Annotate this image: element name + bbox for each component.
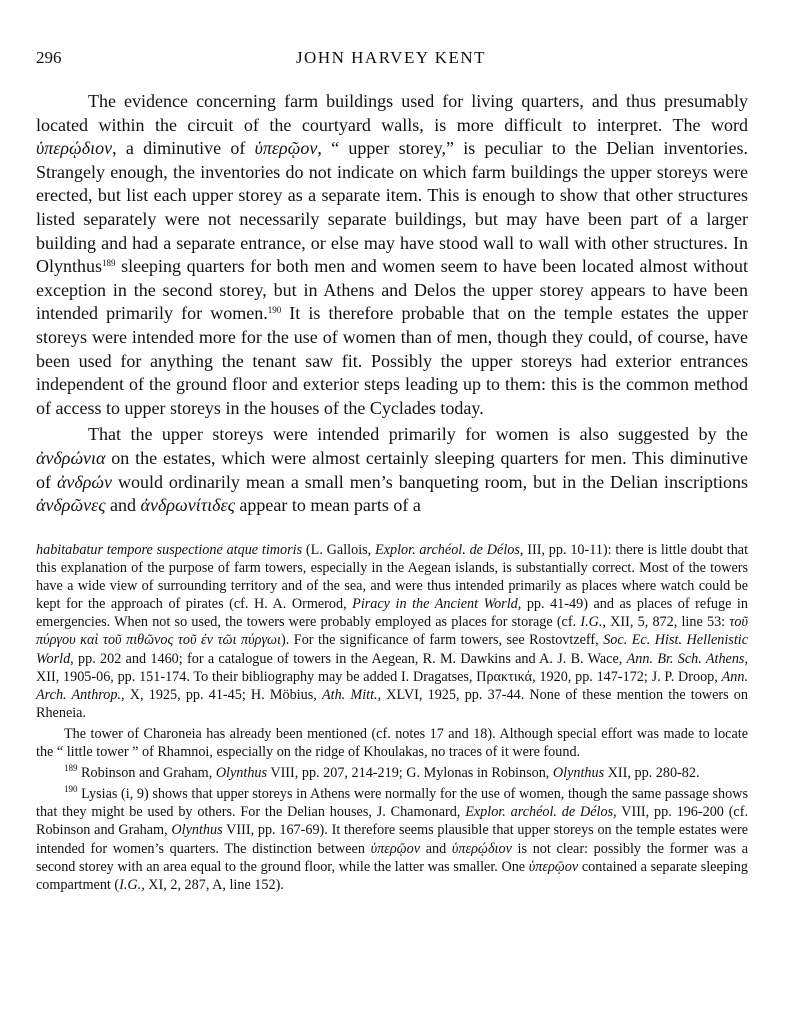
- italic-text: Explor. archéol. de Délos: [375, 542, 520, 558]
- text-run: and: [420, 840, 452, 857]
- text-run: , 1920, pp. 147-172; J. P. Droop,: [532, 668, 722, 685]
- footnote-ref-190[interactable]: 190: [267, 305, 282, 316]
- footnotes: [36, 541, 748, 894]
- italic-text: Piracy in the Ancient World: [352, 596, 518, 613]
- greek-word: ἀνδρωνίτιδες: [140, 495, 235, 516]
- text-run: , XII, 5, 872, line 53:: [602, 614, 730, 631]
- italic-text: Ann. Br. Sch. Athens: [626, 650, 745, 667]
- footnote-189: [36, 764, 748, 782]
- footnote-number: 189: [64, 763, 78, 774]
- italic-text: Ath. Mitt.: [321, 686, 378, 703]
- footnote-number: 190: [64, 784, 78, 795]
- running-title: JOHN HARVEY KENT: [295, 48, 487, 67]
- text-run: XII, pp. 280-82.: [604, 765, 700, 782]
- text-run: , III, pp. 10-11): there is little doubt that this explanation of the purpose of farm towers, especially in the Aegean islands, is substantially correct. Most of the towers have a wide view of surrounding territory and of the sea, and were thus intended primarily as places where watch could be kept for the approach of pirates (cf. H. A. Ormerod,: [36, 542, 749, 613]
- text-run: Lysias (i, 9) shows that upper storeys in Athens were normally for the use of women, though the same passage shows that they might be used by others. For the Delian houses, J. Chamonard,: [36, 786, 748, 821]
- italic-text: I.G.: [580, 614, 603, 631]
- italic-text: I.G.: [119, 876, 142, 893]
- greek-word: Πρακτικά: [476, 668, 533, 685]
- body-text: [36, 90, 748, 518]
- paragraph-2: [36, 423, 748, 517]
- text-run: contained a separate sleeping compartment (: [36, 858, 748, 893]
- text-run: , X, 1925, pp. 41-45; H. Möbius,: [121, 686, 322, 703]
- text-run: ). For the significance of farm towers, see Rostovtzeff,: [281, 632, 604, 649]
- text-run: (L. Gallois,: [302, 542, 376, 558]
- text-run: , VIII, pp. 196-200 (cf. Robinson and Graham,: [36, 804, 749, 839]
- italic-text: habitabatur tempore suspectione atque timoris: [36, 542, 303, 558]
- greek-phrase: τοῦ πύργου καὶ τοῦ πιθῶνος τοῦ ἐν τῶι πύργωι: [36, 614, 748, 649]
- text-run: and: [105, 495, 141, 516]
- footnote-ref-189[interactable]: 189: [102, 258, 116, 269]
- text-run: appear to mean parts of a: [234, 495, 421, 516]
- text-run: VIII, pp. 207, 214-219; G. Mylonas in Robinson,: [267, 765, 553, 782]
- greek-word: ὑπερῴδιον: [451, 840, 512, 857]
- text-run: sleeping quarters for both men and women seem to have been located almost without exception in the second storey, but in Athens and Delos the upper storey appears to have been intended primarily for women.: [36, 256, 748, 324]
- page-number: 296: [36, 48, 62, 67]
- greek-word: ὑπερῴδιον: [36, 138, 113, 159]
- greek-word: ἀνδρώνια: [36, 447, 106, 468]
- text-run: , XLVI, 1925, pp. 37-44. None of these mention the towers on Rheneia.: [36, 686, 748, 721]
- text-run: VIII, pp. 167-69). It therefore seems plausible that upper storeys on the temple estates were intended for women’s quarters. The distinction between: [36, 822, 748, 857]
- greek-word: ὑπερῷον: [254, 138, 318, 159]
- running-header: [36, 48, 746, 74]
- greek-word: ἀνδρών: [56, 471, 112, 492]
- footnote-charoneia: The tower of Charoneia has already been mentioned (cf. notes 17 and 18). Although special effort was made to locate the “ little tower ” of Rhamnoi, especially on the ridge of Khoulakas, no traces of it were found.: [36, 725, 748, 761]
- text-run: , “ upper storey,” is peculiar to the Delian inventories. Strangely enough, the inventories do not indicate on which farm buildings the upper storeys were erected, but list each upper storey as a separate item. This is enough to show that other structures listed separately were not necessarily separate buildings, but may have been part of a larger building and had a separate entrance, or else may have stood wall to wall with other structures. In Olynthus: [36, 138, 748, 277]
- footnote-190: [36, 785, 748, 894]
- greek-word: ἀνδρῶνες: [36, 495, 106, 516]
- italic-text: Olynthus: [171, 822, 223, 839]
- text-run: The evidence concerning farm buildings used for living quarters, and thus presumably located within the circuit of the courtyard walls, is more difficult to interpret. The word: [36, 91, 748, 135]
- italic-text: Explor. archéol. de Délos: [465, 804, 614, 821]
- text-run: is not clear: possibly the former was a second storey with an area equal to the ground floor, while the latter was smaller. One: [36, 840, 749, 875]
- italic-text: Ann. Arch. Anthrop.: [36, 668, 748, 703]
- footnote-continuation: [36, 541, 748, 722]
- text-run: It is therefore probable that on the temple estates the upper storeys were intended more for the use of women than of men, though they could, of course, have been used for anything the tenant saw fit. Possibly the upper storeys had exterior entrances independent of the ground floor and exterior steps leading up to them: this is the common method of access to upper storeys in the houses of the Cyclades today.: [36, 303, 748, 418]
- text-run: , pp. 202 and 1460; for a catalogue of towers in the Aegean, R. M. Dawkins and A. J. B. Wace,: [70, 650, 627, 667]
- text-run: , XI, 2, 287, A, line 152).: [141, 876, 284, 893]
- text-run: on the estates, which were almost certainly sleeping quarters for men. This diminutive of: [36, 447, 748, 492]
- italic-text: Olynthus: [552, 765, 605, 782]
- text-run: That the upper storeys were intended primarily for women is also suggested by the: [88, 424, 748, 445]
- text-run: , XII, 1905-06, pp. 151-174. To their bibliography may be added I. Dragatses,: [36, 650, 749, 685]
- text-run: would ordinarily mean a small men’s banqueting room, but in the Delian inscriptions: [111, 471, 748, 492]
- text-run: , pp. 41-49) and as places of refuge in emergencies. When not so used, the towers were probably employed as places for storage (cf.: [36, 596, 748, 631]
- greek-word: ὑπερῷον: [528, 858, 579, 875]
- italic-text: Soc. Ec. Hist. Hellenistic World: [36, 632, 748, 667]
- paragraph-1: [36, 90, 748, 420]
- text-run: Robinson and Graham,: [77, 765, 216, 782]
- text-run: , a diminutive of: [112, 138, 255, 159]
- greek-word: ὑπερῷον: [370, 840, 421, 857]
- italic-text: Olynthus: [215, 765, 268, 782]
